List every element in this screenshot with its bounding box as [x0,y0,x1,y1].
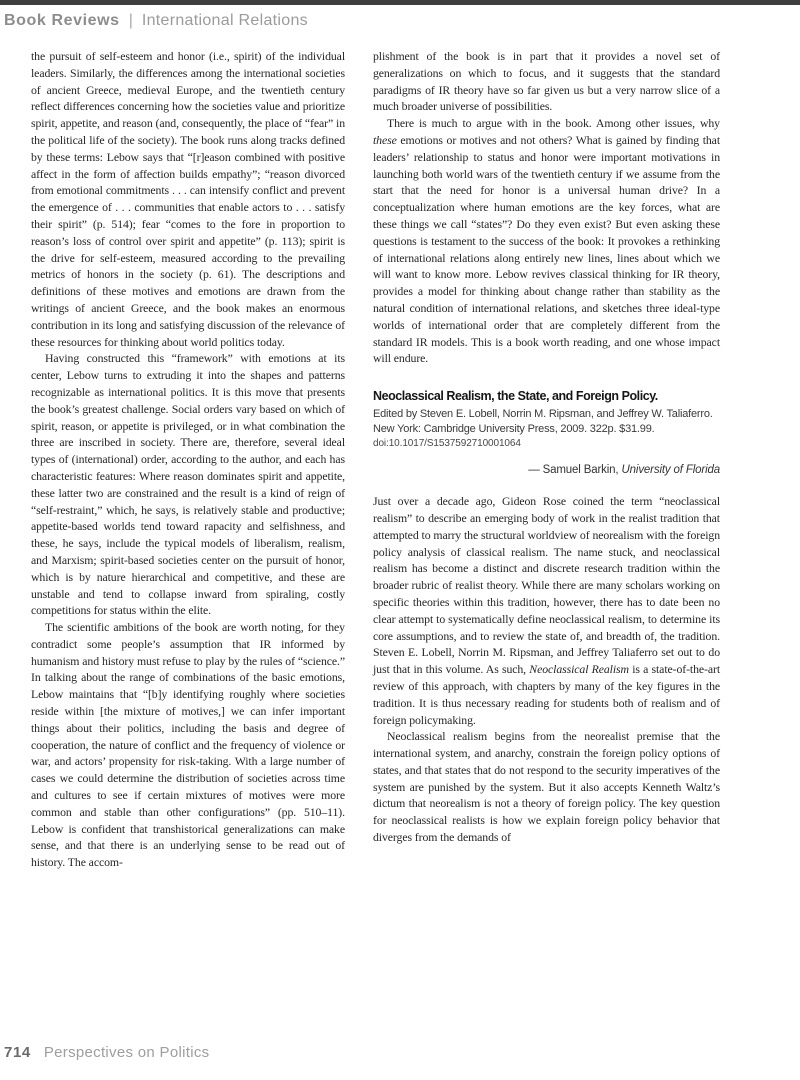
italic-text-run: Neoclassical Realism [529,662,629,677]
reviewer-byline [373,464,720,476]
header-subsection-title: International Relations [141,12,308,29]
text-run: Having constructed this “framework” with emotions at its center, Lebow turns to extruding it into the shapes and patterns recognizable as international politics. It is this move that presents the book’s greatest challenge. Social orders vary based on which of spirit, reason, or appetite is privileged, or in what combination the three are inscribed in society. There are, therefore, several ideal types of (international) order, according to the author, and each has characteristic features: Where reason dominates spirit and appetite, these latter two are constrained and the result is a kind of reign of “self-restraint,” which, he says, is relatively stable and productive; appetite-based worlds tend toward rapacity and selfishness, and these, he says, include the typical models of liberalism, realism, and Marxism; spirit-based societies center on the pursuit of honor, which is by nature hierarchical and competitive, and these are unstable and tend to collapse inward from spiraling, costly competitions for status within the elite. [31,351,345,618]
header-separator: | [128,12,133,29]
text-run: The scientific ambitions of the book are worth noting, for they contradict some people’s assumption that IR informed by humanism and history must refuse to play by the rules of “science.” In talking about the range of combinations of the basic emotions, Lebow maintains that “[b]y identifying roughly where societies reside within [the mixture of motives,] we can infer important things about their politics, including the basis and degree of cooperation, the nature of conflict and the frequency of violence or war, and actors’ propensity for risk-taking. With a large number of cases we could determine the distribution of societies across time and cultures to see if certain mixtures of motives were more common and stable than other configurations” (pp. 510–11). Lebow is confident that transhistorical generalizations can make sense, and that there is an underlying sense to be read out of history. The accom- [31,620,345,870]
text-run: emotions or motives and not others? What is gained by finding that leaders’ relationship to status and honor were important motivations in launching both world wars of the twentieth century if we assume from the start that the need for honor is a universal human drive? In a conceptualization where human emotions are the key forces, what are these things we call “states”? Do they even exist? But even asking these questions is testament to the success of the book: It provokes a rethinking of international relations along entirely new lines, lines about which we will want to know more. Lebow revives classical thinking for IR theory, provides a model for thinking about change rather than stability as the natural condition of international relations, and sketches three ideal-type worlds of international order that are completely different from the standard IR models. This is a book worth reading, and one whose impact will endure. [373,132,720,366]
text-run: plishment of the book is in part that it provides a novel set of generalizations on which to focus, and it suggests that the standard paradigms of IR theory have so far given us but a very narrow slice of a much broader universe of possibilities. [373,49,720,114]
running-footer [4,1044,209,1062]
journal-name: Perspectives on Politics [43,1044,210,1061]
paragraph [31,619,345,871]
italic-text-run: these [373,132,397,147]
text-run: is a state-of-the-art review of this approach, with chapters by many of the key figures in the tradition. It is thus necessary reading for students both of realism and of foreign policymaking. [373,662,721,727]
right-column [373,48,720,1048]
two-column-body [31,48,800,1048]
review-header [373,388,720,476]
book-doi: doi:10.1017/S1537592710001064 [373,438,521,450]
left-column [31,48,345,1048]
paragraph [31,350,345,619]
right-column-bottom-paragraphs [373,493,720,846]
page-number: 714 [4,1044,31,1061]
reviewer-affiliation: University of Florida [621,464,720,477]
reviewer-name: — Samuel Barkin, [528,464,622,477]
paragraph [31,48,345,350]
text-run: There is much to argue with in the book. Among other issues, why [387,116,720,131]
paragraph [373,493,720,728]
text-run: the pursuit of self-esteem and honor (i.e., spirit) of the individual leaders. Similarly, the differences among the international societies of ancient Greece, medieval Europe, and the twentieth century reflect differences concerning how the societies value and prioritize spirit, appetite, and reason (and, consequently, the place of “fear” in the political life of the society). The book runs along tracks defined by these terms: Lebow says that “[r]eason combined with positive affect in the form of affection builds empathy”; “reason divorced from emotional commitments . . . can intensify conflict and prevent the emergence of . . . communities that enable actors to . . . satisfy their spirit” (p. 514); fear “comes to the fore in proportion to reason’s loss of control over spirit and appetite” (p. 113); spirit is the drive for self-esteem, measured according to the prevailing metrics of honors in the society (p. 61). The descriptions and definitions of these motives and emotions are drawn from the writings of ancient Greece, and the book makes an enormous contribution in its long and satisfying discussion of the relevance of these resources for thinking about world politics today. [31,49,345,349]
text-run: Neoclassical realism begins from the neorealist premise that the international system, and anarchy, constrain the foreign policy options of states, and that states that do not respond to the security imperatives of the system are punished by the system. But it also accepts Kenneth Waltz’s dictum that neorealism is not a theory of foreign policy. The key question for neoclassical realists is how we explain foreign policy behavior that diverges from the demands of [373,729,720,845]
book-title: Neoclassical Realism, the State, and Foreign Policy. [373,389,658,404]
paragraph [373,115,720,367]
header-section-title: Book Reviews [4,12,120,29]
paragraph [373,48,720,115]
book-citation: Edited by Steven E. Lobell, Norrin M. Ripsman, and Jeffrey W. Taliaferro. New York: Cambridge University Press, 2009. 322p. $31.99. [373,408,713,435]
paragraph [373,728,720,846]
text-run: Just over a decade ago, Gideon Rose coined the term “neoclassical realism” to describe an emerging body of work in the realist tradition that attempted to marry the structural worldview of neorealism with the foreign policy analysis of classical realism. The name stuck, and neoclassical realism has become a distinct and discrete research tradition within the broader rubric of realist theory. While there are many scholars working on specific theories within this tradition, however, there has to date been no clear attempt to systematically define neoclassical realism, to determine its core assumptions, and to review the state of, and breadth of, the tradition. Steven E. Lobell, Norrin M. Ripsman, and Jeffrey Taliaferro set out to do just that in this volume. As such, [373,494,720,677]
running-header [0,5,800,30]
right-column-top-paragraphs [373,48,720,367]
